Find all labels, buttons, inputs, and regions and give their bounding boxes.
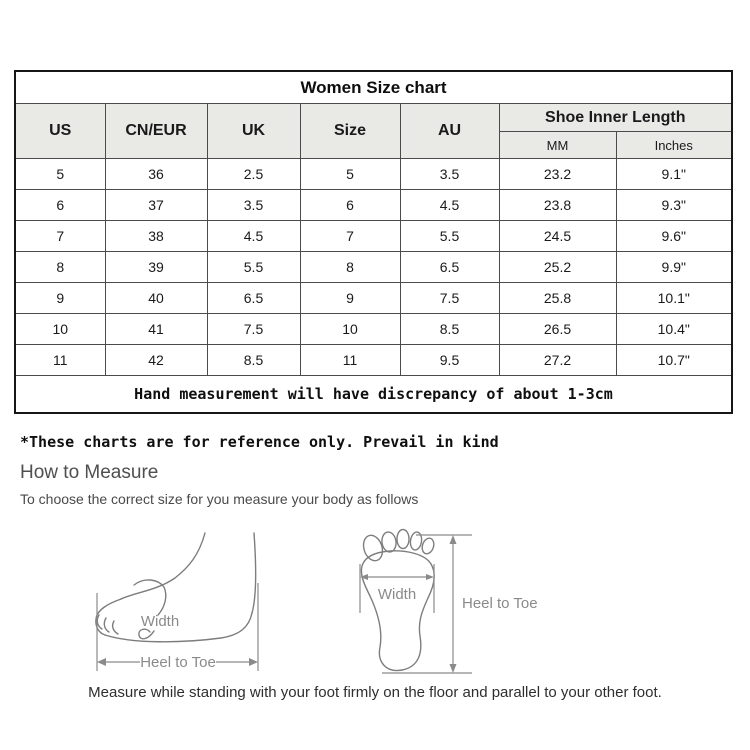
col-header-size: Size <box>300 104 400 159</box>
table-cell: 7 <box>300 221 400 252</box>
table-cell: 10.1" <box>616 283 732 314</box>
table-footer-note: Hand measurement will have discrepancy of about 1-3cm <box>15 376 732 414</box>
table-cell: 10 <box>15 314 105 345</box>
col-header-mm: MM <box>499 132 616 159</box>
table-footer-row <box>15 376 732 414</box>
table-cell: 41 <box>105 314 207 345</box>
sole-outline <box>361 551 434 671</box>
table-cell: 9.1" <box>616 159 732 190</box>
table-cell: 5.5 <box>400 221 499 252</box>
foot-sole-view-diagram <box>350 518 555 683</box>
table-cell: 10 <box>300 314 400 345</box>
table-cell: 38 <box>105 221 207 252</box>
table-cell: 3.5 <box>400 159 499 190</box>
foot-side-view-diagram <box>88 523 288 675</box>
reference-note: *These charts are for reference only. Prevail in kind <box>20 433 499 451</box>
foot-side-toe-line <box>96 599 121 635</box>
table-row <box>15 345 732 376</box>
table-cell: 9.3" <box>616 190 732 221</box>
table-cell: 9.6" <box>616 221 732 252</box>
sole-arrowhead-up-icon <box>450 535 457 544</box>
side-arrowhead-right-icon <box>249 658 258 666</box>
table-row <box>15 283 732 314</box>
table-cell: 5.5 <box>207 252 300 283</box>
table-cell: 40 <box>105 283 207 314</box>
table-cell: 23.2 <box>499 159 616 190</box>
table-cell: 5 <box>300 159 400 190</box>
sole-toe-5 <box>420 537 435 556</box>
table-title-row <box>15 71 732 104</box>
col-header-cneur: CN/EUR <box>105 104 207 159</box>
table-cell: 26.5 <box>499 314 616 345</box>
col-header-shoe-inner-length: Shoe Inner Length <box>499 104 732 132</box>
table-cell: 6 <box>15 190 105 221</box>
table-cell: 6.5 <box>400 252 499 283</box>
table-cell: 25.8 <box>499 283 616 314</box>
table-cell: 37 <box>105 190 207 221</box>
table-cell: 39 <box>105 252 207 283</box>
table-cell: 42 <box>105 345 207 376</box>
col-header-au: AU <box>400 104 499 159</box>
side-arrowhead-left-icon <box>97 658 106 666</box>
sole-toe-2 <box>381 531 398 553</box>
sole-heel-to-toe-label: Heel to Toe <box>462 595 538 612</box>
table-cell: 6.5 <box>207 283 300 314</box>
table-cell: 7.5 <box>207 314 300 345</box>
side-width-label: Width <box>140 613 180 630</box>
measure-caption: Measure while standing with your foot firmly on the floor and parallel to your other foot. <box>88 684 662 701</box>
table-cell: 9 <box>300 283 400 314</box>
sole-toe-3 <box>397 530 409 549</box>
table-row <box>15 314 732 345</box>
sole-arrowhead-down-icon <box>450 664 457 673</box>
table-cell: 8 <box>300 252 400 283</box>
sole-toe-4 <box>409 531 422 550</box>
table-cell: 3.5 <box>207 190 300 221</box>
how-to-measure-heading: How to Measure <box>20 462 159 483</box>
table-cell: 23.8 <box>499 190 616 221</box>
foot-side-toe-fold-3 <box>113 621 118 634</box>
table-cell: 24.5 <box>499 221 616 252</box>
size-table-body <box>15 159 732 376</box>
col-header-uk: UK <box>207 104 300 159</box>
table-cell: 9.9" <box>616 252 732 283</box>
table-cell: 10.4" <box>616 314 732 345</box>
sole-width-label: Width <box>377 586 417 603</box>
foot-side-instep-line <box>121 533 205 599</box>
table-cell: 11 <box>15 345 105 376</box>
table-cell: 11 <box>300 345 400 376</box>
table-cell: 8.5 <box>207 345 300 376</box>
table-cell: 25.2 <box>499 252 616 283</box>
foot-side-toe-fold-2 <box>104 618 109 632</box>
foot-side-toe-fold-1 <box>97 615 102 629</box>
table-cell: 4.5 <box>207 221 300 252</box>
table-row <box>15 159 732 190</box>
foot-side-heel-line <box>252 533 256 613</box>
col-header-inches: Inches <box>616 132 732 159</box>
table-cell: 9.5 <box>400 345 499 376</box>
table-title: Women Size chart <box>15 71 732 104</box>
sole-width-arrowhead-right-icon <box>426 574 434 580</box>
table-cell: 36 <box>105 159 207 190</box>
table-cell: 7.5 <box>400 283 499 314</box>
table-cell: 4.5 <box>400 190 499 221</box>
table-row <box>15 221 732 252</box>
table-row <box>15 190 732 221</box>
table-cell: 27.2 <box>499 345 616 376</box>
table-cell: 6 <box>300 190 400 221</box>
side-heel-to-toe-label: Heel to Toe <box>140 654 216 671</box>
how-to-measure-subheading: To choose the correct size for you measure your body as follows <box>20 491 419 507</box>
table-header-row <box>15 104 732 132</box>
table-cell: 10.7" <box>616 345 732 376</box>
table-cell: 9 <box>15 283 105 314</box>
table-cell: 7 <box>15 221 105 252</box>
table-row <box>15 252 732 283</box>
col-header-us: US <box>15 104 105 159</box>
table-cell: 2.5 <box>207 159 300 190</box>
table-cell: 5 <box>15 159 105 190</box>
foot-side-tape-curl-bottom <box>139 629 154 639</box>
table-cell: 8 <box>15 252 105 283</box>
table-cell: 8.5 <box>400 314 499 345</box>
women-size-chart-table <box>14 70 733 414</box>
